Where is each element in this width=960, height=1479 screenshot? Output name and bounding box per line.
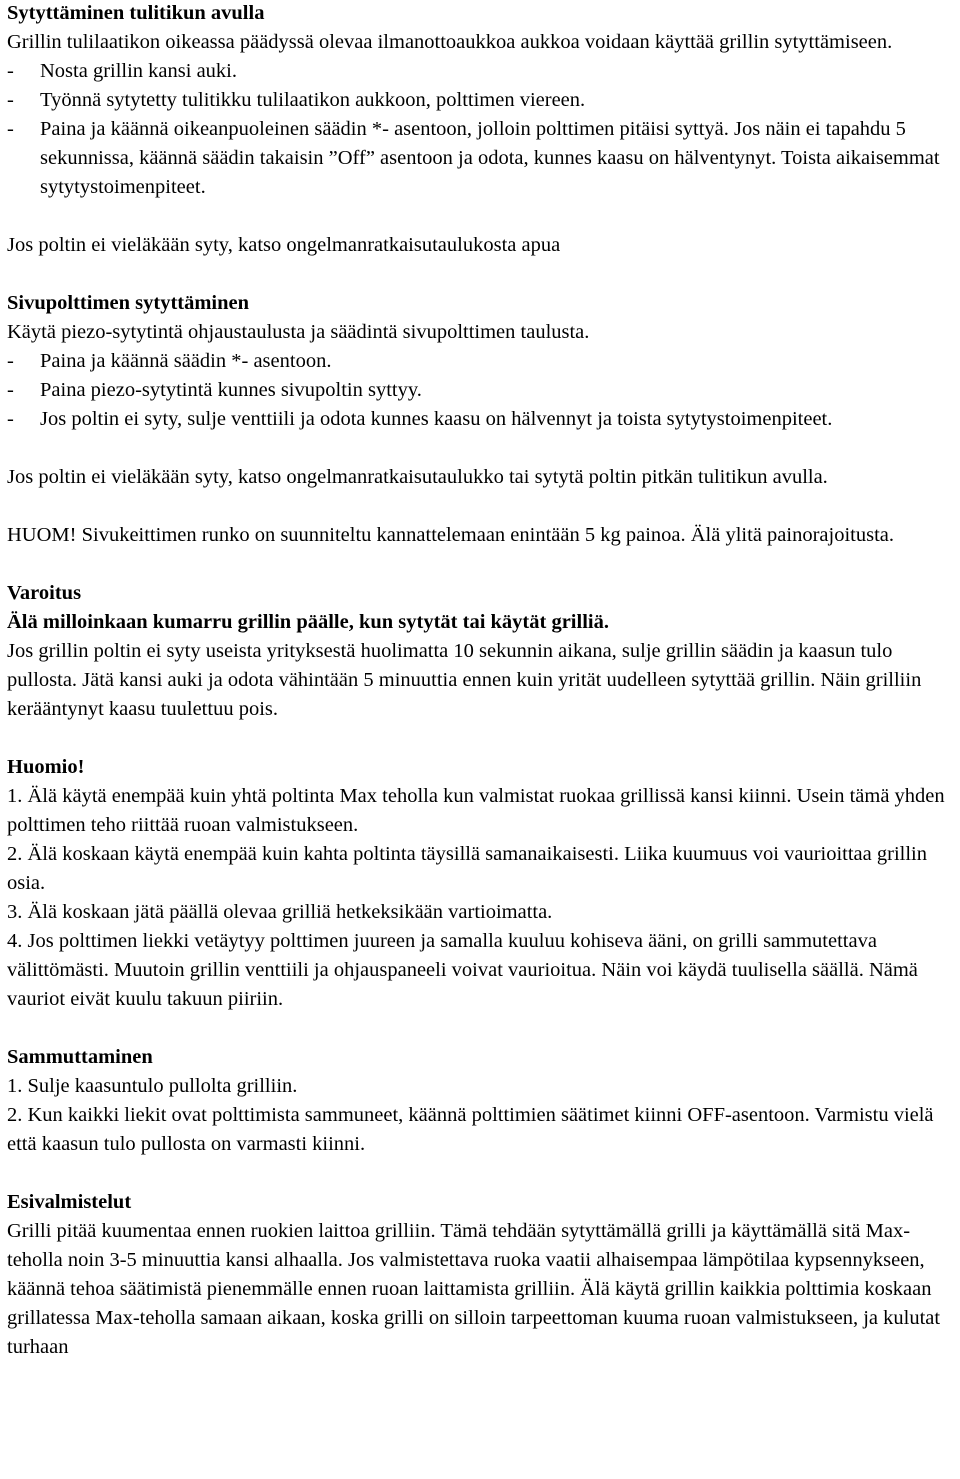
spacer [7,1014,957,1043]
list-item [7,86,957,115]
spacer [7,1159,957,1188]
section-heading-sytyttaminen: Sytyttäminen tulitikun avulla [7,2,265,24]
list-dash: - [7,60,14,82]
numbered-item: 2. Kun kaikki liekit ovat polttimista sammuneet, käännä polttimien säätimet kiinni OFF-asentoon. Varmistu vielä että kaasun tulo pullosta on varmasti kiinni. [7,1104,934,1155]
numbered-item: 3. Älä koskaan jätä päällä olevaa grilliä hetkeksikään vartioimatta. [7,901,553,923]
list-item-text: Paina ja käännä säädin *- asentoon. [40,350,332,372]
list-item-text: Paina piezo-sytytintä kunnes sivupoltin syttyy. [40,379,422,401]
list-item [7,347,957,376]
warning-text: Jos grillin poltin ei syty useista yrityksestä huolimatta 10 sekunnin aikana, sulje grillin säädin ja kaasun tulo pullosta. Jätä kansi auki ja odota vähintään 5 minuuttia ennen kuin yrität uudelleen sytyttää grillin. Näin grilliin kerääntynyt kaasu tuulettuu pois. [7,640,922,720]
section-note: Jos poltin ei vieläkään syty, katso ongelmanratkaisutaulukko tai sytytä poltin pitkän tulitikun avulla. [7,466,828,488]
warning-bold-line: Älä milloinkaan kumarru grillin päälle, kun sytytät tai käytät grilliä. [7,611,609,633]
numbered-item: 1. Sulje kaasuntulo pullolta grilliin. [7,1075,298,1097]
huom-note: HUOM! Sivukeittimen runko on suunniteltu kannattelemaan enintään 5 kg painoa. Älä ylitä painorajoitusta. [7,524,894,546]
section-intro: Käytä piezo-sytytintä ohjaustaulusta ja säädintä sivupolttimen taulusta. [7,321,590,343]
spacer [7,202,957,231]
list-dash: - [7,350,14,372]
document-page [7,0,957,1362]
section-heading-varoitus: Varoitus [7,582,82,604]
section-heading-huomio: Huomio! [7,756,85,778]
spacer [7,492,957,521]
list-item [7,115,957,202]
section-heading-sammuttaminen: Sammuttaminen [7,1046,153,1068]
section-intro: Grillin tulilaatikon oikeassa päädyssä olevaa ilmanottoaukkoa aukkoa voidaan käyttää grillin sytyttämiseen. [7,31,893,53]
list-item [7,405,957,434]
list-dash: - [7,118,14,140]
list-item-text: Paina ja käännä oikeanpuoleinen säädin *- asentoon, jolloin polttimen pitäisi syttyä. Jos näin ei tapahdu 5 sekunnissa, käännä säädin takaisin ”Off” asentoon ja odota, kunnes kaasu on hälventynyt. Toista aikaisemmat sytytystoimenpiteet. [40,118,940,198]
numbered-item: 2. Älä koskaan käytä enempää kuin kahta poltinta täysillä samanaikaisesti. Liika kuumuus voi vaurioittaa grillin osia. [7,843,927,894]
section-note: Jos poltin ei vieläkään syty, katso ongelmanratkaisutaulukosta apua [7,234,561,256]
spacer [7,724,957,753]
numbered-item: 1. Älä käytä enempää kuin yhtä poltinta Max teholla kun valmistat ruokaa grillissä kansi kiinni. Usein tämä yhden polttimen teho riittää ruoan valmistukseen. [7,785,945,836]
list-item [7,376,957,405]
numbered-item: 4. Jos polttimen liekki vetäytyy polttimen juureen ja samalla kuuluu kohiseva ääni, on grilli sammutettava välittömästi. Muutoin grillin venttiili ja ohjauspaneeli voivat vaurioitua. Näin voi käydä tuulisella säällä. Nämä vauriot eivät kuulu takuun piiriin. [7,930,918,1010]
list-item-text: Jos poltin ei syty, sulje venttiili ja odota kunnes kaasu on hälvennyt ja toista sytytystoimenpiteet. [40,408,833,430]
spacer [7,434,957,463]
list-item [7,57,957,86]
section-heading-esivalmistelut: Esivalmistelut [7,1191,132,1213]
list-item-text: Nosta grillin kansi auki. [40,60,238,82]
list-item-text: Työnnä sytytetty tulitikku tulilaatikon aukkoon, polttimen viereen. [40,89,586,111]
spacer [7,260,957,289]
section-heading-sivupoltin: Sivupolttimen sytyttäminen [7,292,250,314]
list-dash: - [7,408,14,430]
list-dash: - [7,379,14,401]
list-dash: - [7,89,14,111]
section-text: Grilli pitää kuumentaa ennen ruokien laittoa grilliin. Tämä tehdään sytyttämällä grilli ja käyttämällä sitä Max-teholla noin 3-5 minuuttia kansi alhaalla. Jos valmistettava ruoka vaatii alhaisempaa lämpötilaa kypsennykseen, käännä tehoa säätimistä pienemmälle ennen ruoan laittamista grilliin. Älä käytä grillin kaikkia polttimia koskaan grillatessa Max-teholla samaan aikaan, koska grilli on silloin tarpeettoman kuuma ruoan valmistukseen, ja kulutat turhaan [7,1220,941,1358]
spacer [7,550,957,579]
